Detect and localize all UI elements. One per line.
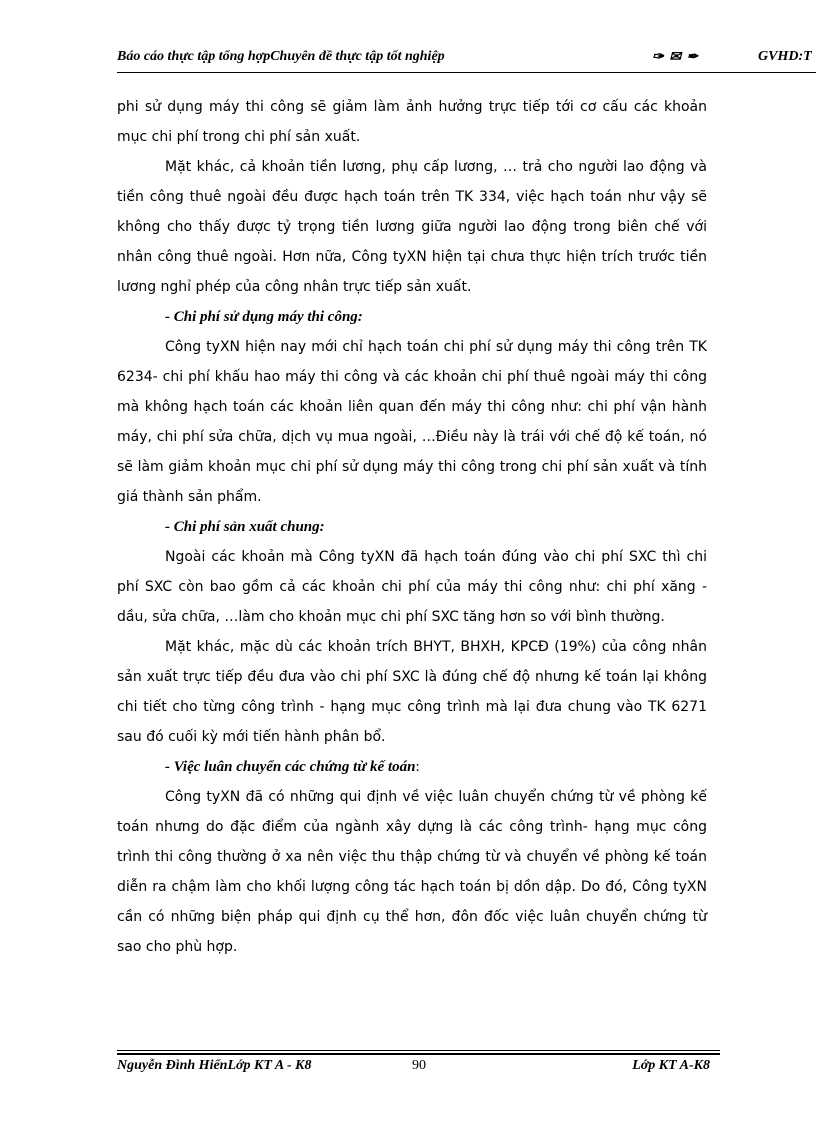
document-body [117,92,707,962]
paragraph-1: phi sử dụng máy thi công sẽ giảm làm ảnh hưởng trực tiếp tới cơ cấu các khoản mục chi phí trong chi phí sản xuất. [117,99,707,145]
footer-divider-thick [117,1053,720,1055]
footer-divider-thin [117,1050,720,1051]
footer-class: Lớp KT A-K8 [632,1058,710,1073]
page-number: 90 [412,1058,426,1073]
paragraph-5: Mặt khác, mặc dù các khoản trích BHYT, BHXH, KPCĐ (19%) của công nhân sản xuất trực tiếp đều đưa vào chi phí SXC là đúng chế độ nhưng kế toán lại không chi tiết cho từng công trình - hạng mục công trình mà lại đưa chung vào TK 6271 sau đó cuối kỳ mới tiến hành phân bổ. [117,639,707,745]
header-supervisor: GVHD:T [758,49,812,64]
page-header [117,49,816,71]
header-ornament-icon: ✑ ✉ ✒ [652,50,700,65]
section-heading-overhead-costs: - Chi phí sản xuất chung: [165,519,325,535]
section-heading-document-flow [117,752,707,782]
paragraph-6: Công tyXN đã có những qui định về việc luân chuyển chứng từ về phòng kế toán nhưng do đặc điểm của ngành xây dựng là các công trình- hạng mục công trình thi công thường ở xa nên việc thu thập chứng từ và chuyển về phòng kế toán diễn ra chậm làm cho khối lượng công tác hạch toán bị dồn dập. Do đó, Công tyXN cần có những biện pháp qui định cụ thể hơn, đôn đốc việc luân chuyển chứng từ sao cho phù hợp. [117,789,707,955]
paragraph-4: Ngoài các khoản mà Công tyXN đã hạch toán đúng vào chi phí SXC thì chi phí SXC còn bao gồm cả các khoản chi phí của máy thi công như: chi phí xăng - dầu, sửa chữa, …làm cho khoản mục chi phí SXC tăng hơn so với bình thường. [117,549,707,625]
footer-author: Nguyễn Đình HiểnLớp KT A - K8 [117,1058,312,1073]
paragraph-3: Công tyXN hiện nay mới chỉ hạch toán chi phí sử dụng máy thi công trên TK 6234- chi phí khấu hao máy thi công và các khoản chi phí thuê ngoài máy thi công mà không hạch toán các khoản liên quan đến máy thi công như: chi phí vận hành máy, chi phí sửa chữa, dịch vụ mua ngoài, …Điều này là trái với chế độ kế toán, nó sẽ làm giảm khoản mục chi phí sử dụng máy thi công trong chi phí sản xuất và tính giá thành sản phẩm. [117,339,707,505]
section-heading-document-flow-label: - Việc luân chuyển các chứng từ kế toán [165,759,416,775]
page-footer [117,1058,720,1080]
paragraph-2: Mặt khác, cả khoản tiền lương, phụ cấp lương, … trả cho người lao động và tiền công thuê ngoài đều được hạch toán trên TK 334, việc hạch toán như vậy sẽ không cho thấy được tỷ trọng tiền lương giữa người lao động trong biên chế với nhân công thuê ngoài. Hơn nữa, Công tyXN hiện tại chưa thực hiện trích trước tiền lương nghỉ phép của công nhân trực tiếp sản xuất. [117,159,707,295]
section-heading-colon: : [415,759,420,775]
header-divider [117,72,816,73]
section-heading-machine-costs: - Chi phí sử dụng máy thi công: [165,309,363,325]
header-title: Báo cáo thực tập tổng hợpChuyên đề thực tập tốt nghiệp [117,49,445,64]
